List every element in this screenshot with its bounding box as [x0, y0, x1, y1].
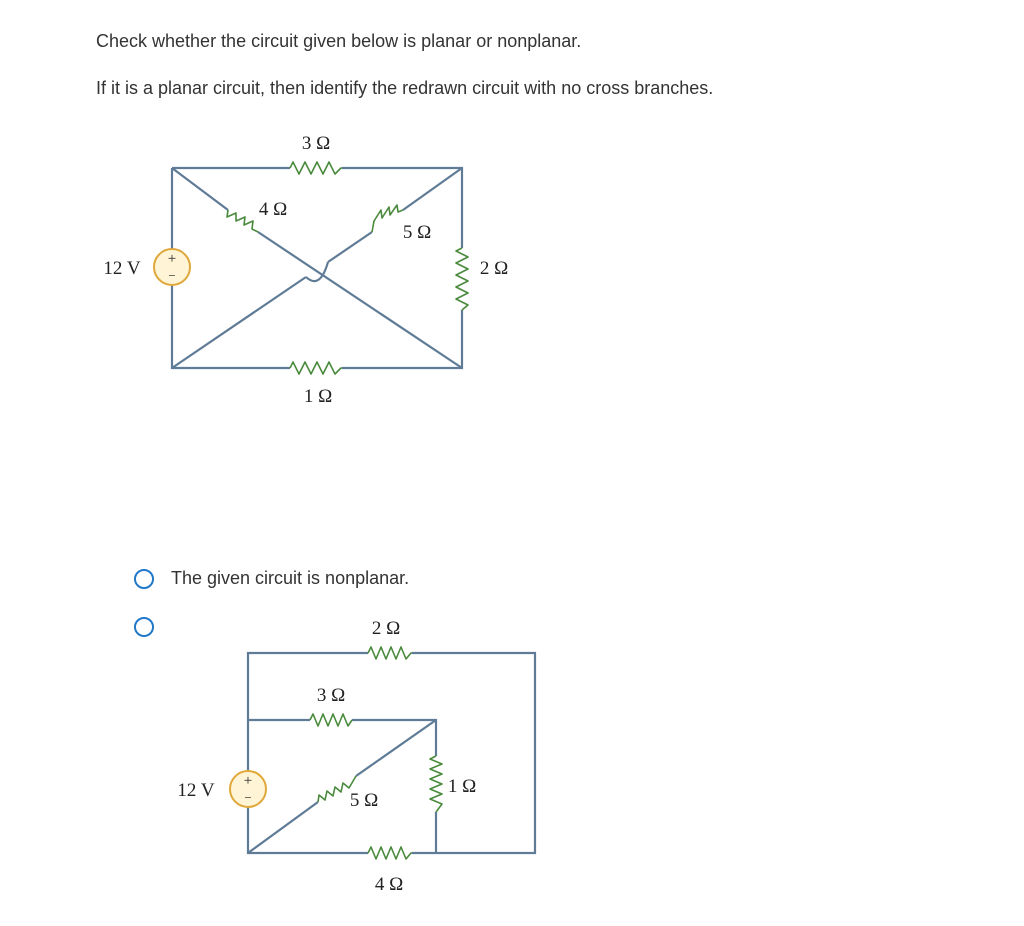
label-1-ohm: 1 Ω [303, 386, 333, 407]
radio-button-option-1[interactable] [134, 569, 154, 589]
label-4-ohm: 4 Ω [258, 199, 288, 220]
resistor-2-ohm [456, 248, 468, 310]
resistor-3-ohm [290, 162, 342, 174]
redrawn-resistor-2-ohm [368, 647, 412, 659]
option-1-label: The given circuit is nonplanar. [171, 568, 410, 588]
redrawn-source-minus-sign: − [244, 790, 252, 805]
radio-button-option-2[interactable] [134, 617, 154, 637]
resistor-5-ohm [372, 205, 403, 232]
label-5-ohm: 5 Ω [402, 222, 432, 243]
redrawn-resistor-1-ohm [430, 756, 442, 812]
question-line-1: Check whether the circuit given below is planar or nonplanar. [96, 31, 582, 51]
source-minus-sign: − [168, 268, 176, 283]
source-label: 12 V [103, 258, 141, 279]
redrawn-resistor-3-ohm [310, 714, 352, 726]
redrawn-resistor-4-ohm [368, 847, 412, 859]
redrawn-label-3-ohm: 3 Ω [316, 685, 346, 706]
redrawn-label-1-ohm: 1 Ω [447, 776, 477, 797]
resistor-4-ohm [227, 210, 258, 232]
redrawn-source-plus-sign: + [243, 773, 253, 789]
answer-option-redrawn[interactable] [134, 617, 171, 637]
redrawn-source-label: 12 V [177, 780, 215, 801]
redrawn-label-5-ohm: 5 Ω [349, 790, 379, 811]
source-plus-sign: + [167, 251, 177, 267]
label-3-ohm: 3 Ω [301, 133, 331, 154]
redrawn-label-4-ohm: 4 Ω [374, 874, 404, 895]
redrawn-circuit-diagram [170, 612, 550, 902]
resistor-1-ohm [290, 362, 342, 374]
redrawn-label-2-ohm: 2 Ω [371, 618, 401, 639]
label-2-ohm: 2 Ω [479, 258, 509, 279]
question-line-2: If it is a planar circuit, then identify the redrawn circuit with no cross branches. [96, 78, 714, 98]
circuit-diagram [96, 124, 536, 414]
redrawn-outer-wire [248, 653, 535, 853]
answer-option-nonplanar[interactable] [134, 568, 409, 589]
